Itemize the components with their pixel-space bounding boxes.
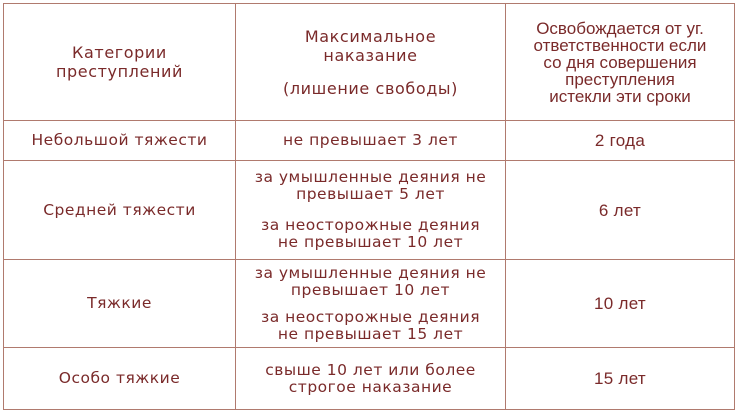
- penalty-line: за умышленные деяния не: [254, 263, 487, 282]
- header-max-penalty: [236, 4, 506, 121]
- table-row: [4, 260, 735, 348]
- penalty-line: строгое наказание: [288, 377, 453, 396]
- header-release: [506, 4, 735, 121]
- header-category: [4, 4, 236, 121]
- penalty-cell: [236, 121, 506, 161]
- header-release-line: ответственности если: [533, 35, 707, 55]
- header-category-line: преступлений: [55, 62, 184, 81]
- penalty-line: превышает 5 лет: [296, 185, 445, 203]
- header-max-penalty-line: Максимальное: [304, 26, 437, 46]
- category-cell: Особо тяжкие: [4, 348, 236, 410]
- penalty-line: свыше 10 лет или более: [265, 360, 476, 379]
- term-cell: 15 лет: [506, 348, 735, 410]
- term-cell: 10 лет: [506, 260, 735, 348]
- penalty-cell: [236, 260, 506, 348]
- header-max-penalty-line: (лишение свободы): [283, 78, 458, 98]
- penalty-line: не превышает 15 лет: [277, 324, 464, 343]
- header-release-line: со дня совершения: [543, 52, 697, 72]
- term-cell: 6 лет: [506, 161, 735, 260]
- header-release-line: Освобождается от уг.: [536, 18, 704, 38]
- header-category-line: Категории: [72, 43, 167, 62]
- term-cell: 2 года: [506, 121, 735, 161]
- table-row: [4, 348, 735, 410]
- penalty-line: не превышает 3 лет: [283, 131, 458, 149]
- table-row: [4, 161, 735, 260]
- header-release-line: истекли эти сроки: [549, 86, 691, 106]
- header-release-line: преступления: [565, 69, 675, 89]
- category-cell: Небольшой тяжести: [4, 121, 236, 161]
- penalty-line: превышает 10 лет: [290, 280, 451, 299]
- spacer: [240, 203, 501, 217]
- category-cell: Тяжкие: [4, 260, 236, 348]
- penalty-cell: [236, 161, 506, 260]
- table-header-row: [4, 4, 735, 121]
- penalty-line: за умышленные деяния не: [254, 168, 487, 186]
- spacer: [240, 65, 501, 79]
- penalty-line: за неосторожные деяния: [260, 307, 481, 326]
- table-row: [4, 121, 735, 161]
- crime-categories-table: [3, 3, 735, 410]
- penalty-line: за неосторожные деяния: [260, 216, 481, 234]
- spacer: [240, 299, 501, 309]
- header-max-penalty-line: наказание: [323, 45, 418, 65]
- penalty-line: не превышает 10 лет: [277, 233, 464, 251]
- penalty-cell: [236, 348, 506, 410]
- category-cell: Средней тяжести: [4, 161, 236, 260]
